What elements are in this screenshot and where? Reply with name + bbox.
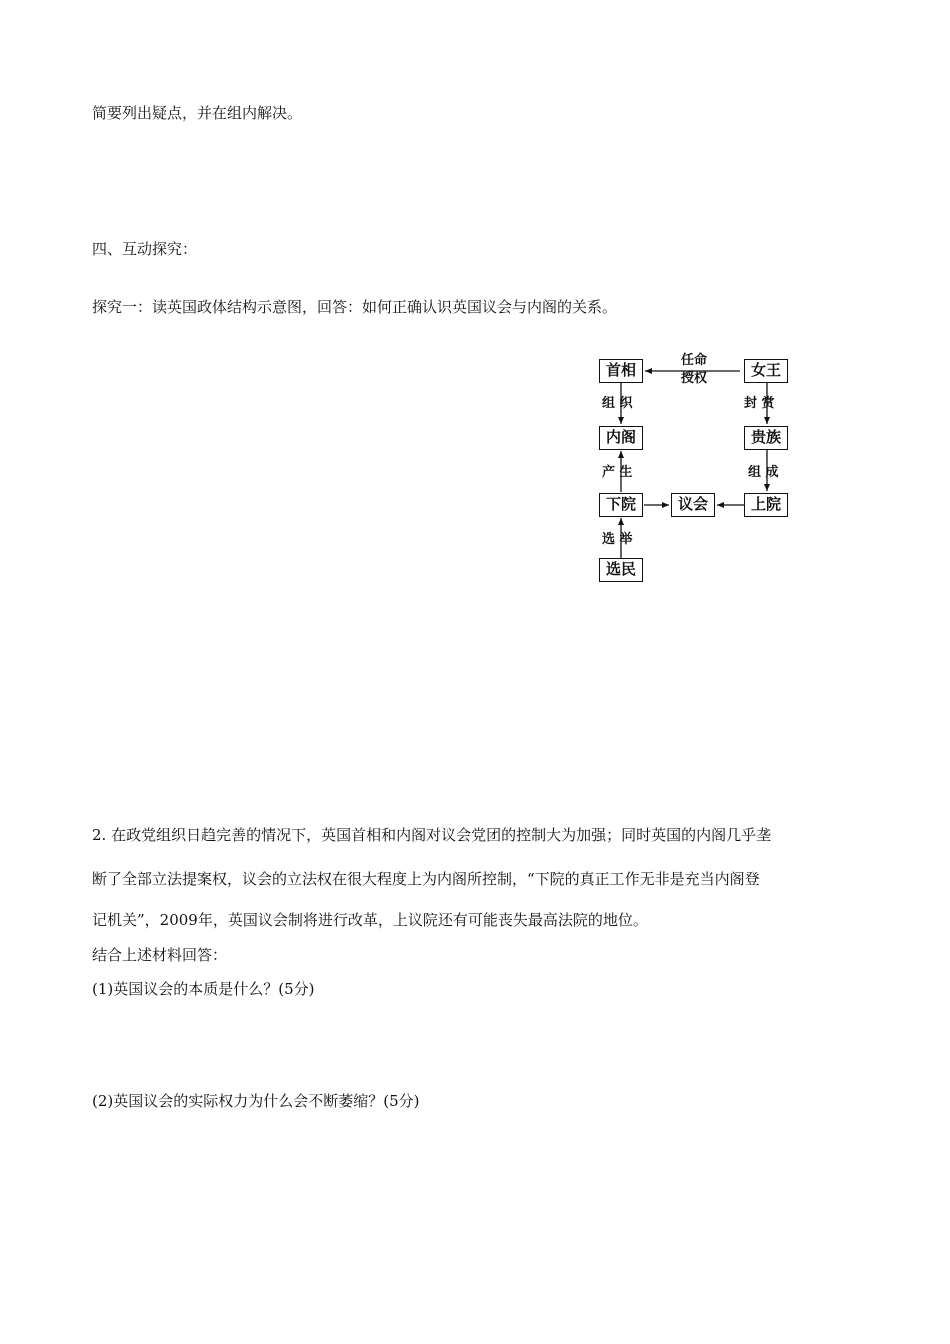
edge-label-elect: 选 举 bbox=[602, 532, 633, 547]
node-voters: 选民 bbox=[599, 558, 643, 582]
node-nobles: 贵族 bbox=[744, 426, 788, 450]
edge-label-produce: 产 生 bbox=[602, 465, 633, 480]
edge-label-organize: 组 织 bbox=[602, 396, 633, 411]
question-two-prompt: 结合上述材料回答： bbox=[92, 946, 228, 964]
node-lower-house: 下院 bbox=[599, 493, 643, 517]
node-parliament: 议会 bbox=[671, 493, 715, 517]
node-upper-house: 上院 bbox=[744, 493, 788, 517]
edge-label-compose: 组 成 bbox=[748, 465, 779, 480]
node-prime-minister: 首相 bbox=[599, 359, 643, 383]
uk-government-structure-diagram bbox=[590, 350, 800, 590]
edge-label-confer: 封 赏 bbox=[744, 396, 775, 411]
section-heading: 四、互动探究： bbox=[92, 240, 198, 258]
node-cabinet: 内阁 bbox=[599, 426, 643, 450]
question-two-line-2: 断了全部立法提案权，议会的立法权在很大程度上为内阁所控制，“下院的真正工作无非是充当内阁登 bbox=[92, 870, 760, 888]
question-two-line-3: 记机关”，2009年，英国议会制将进行改革，上议院还有可能丧失最高法院的地位。 bbox=[92, 911, 648, 929]
node-queen: 女王 bbox=[744, 359, 788, 383]
question-two-line-1: 2. 在政党组织日趋完善的情况下，英国首相和内阁对议会党团的控制大为加强；同时英国的内阁几乎垄 bbox=[92, 826, 772, 844]
inquiry-one-text: 探究一：读英国政体结构示意图，回答：如何正确认识英国议会与内阁的关系。 bbox=[92, 298, 618, 316]
question-two-sub-1: (1)英国议会的本质是什么？(5分) bbox=[92, 980, 315, 998]
edge-label-appoint: 任命 bbox=[680, 353, 707, 368]
intro-text: 简要列出疑点，并在组内解决。 bbox=[92, 104, 303, 122]
edge-label-authorize: 授权 bbox=[680, 371, 707, 386]
question-two-sub-2: (2)英国议会的实际权力为什么会不断萎缩？(5分) bbox=[92, 1092, 420, 1110]
